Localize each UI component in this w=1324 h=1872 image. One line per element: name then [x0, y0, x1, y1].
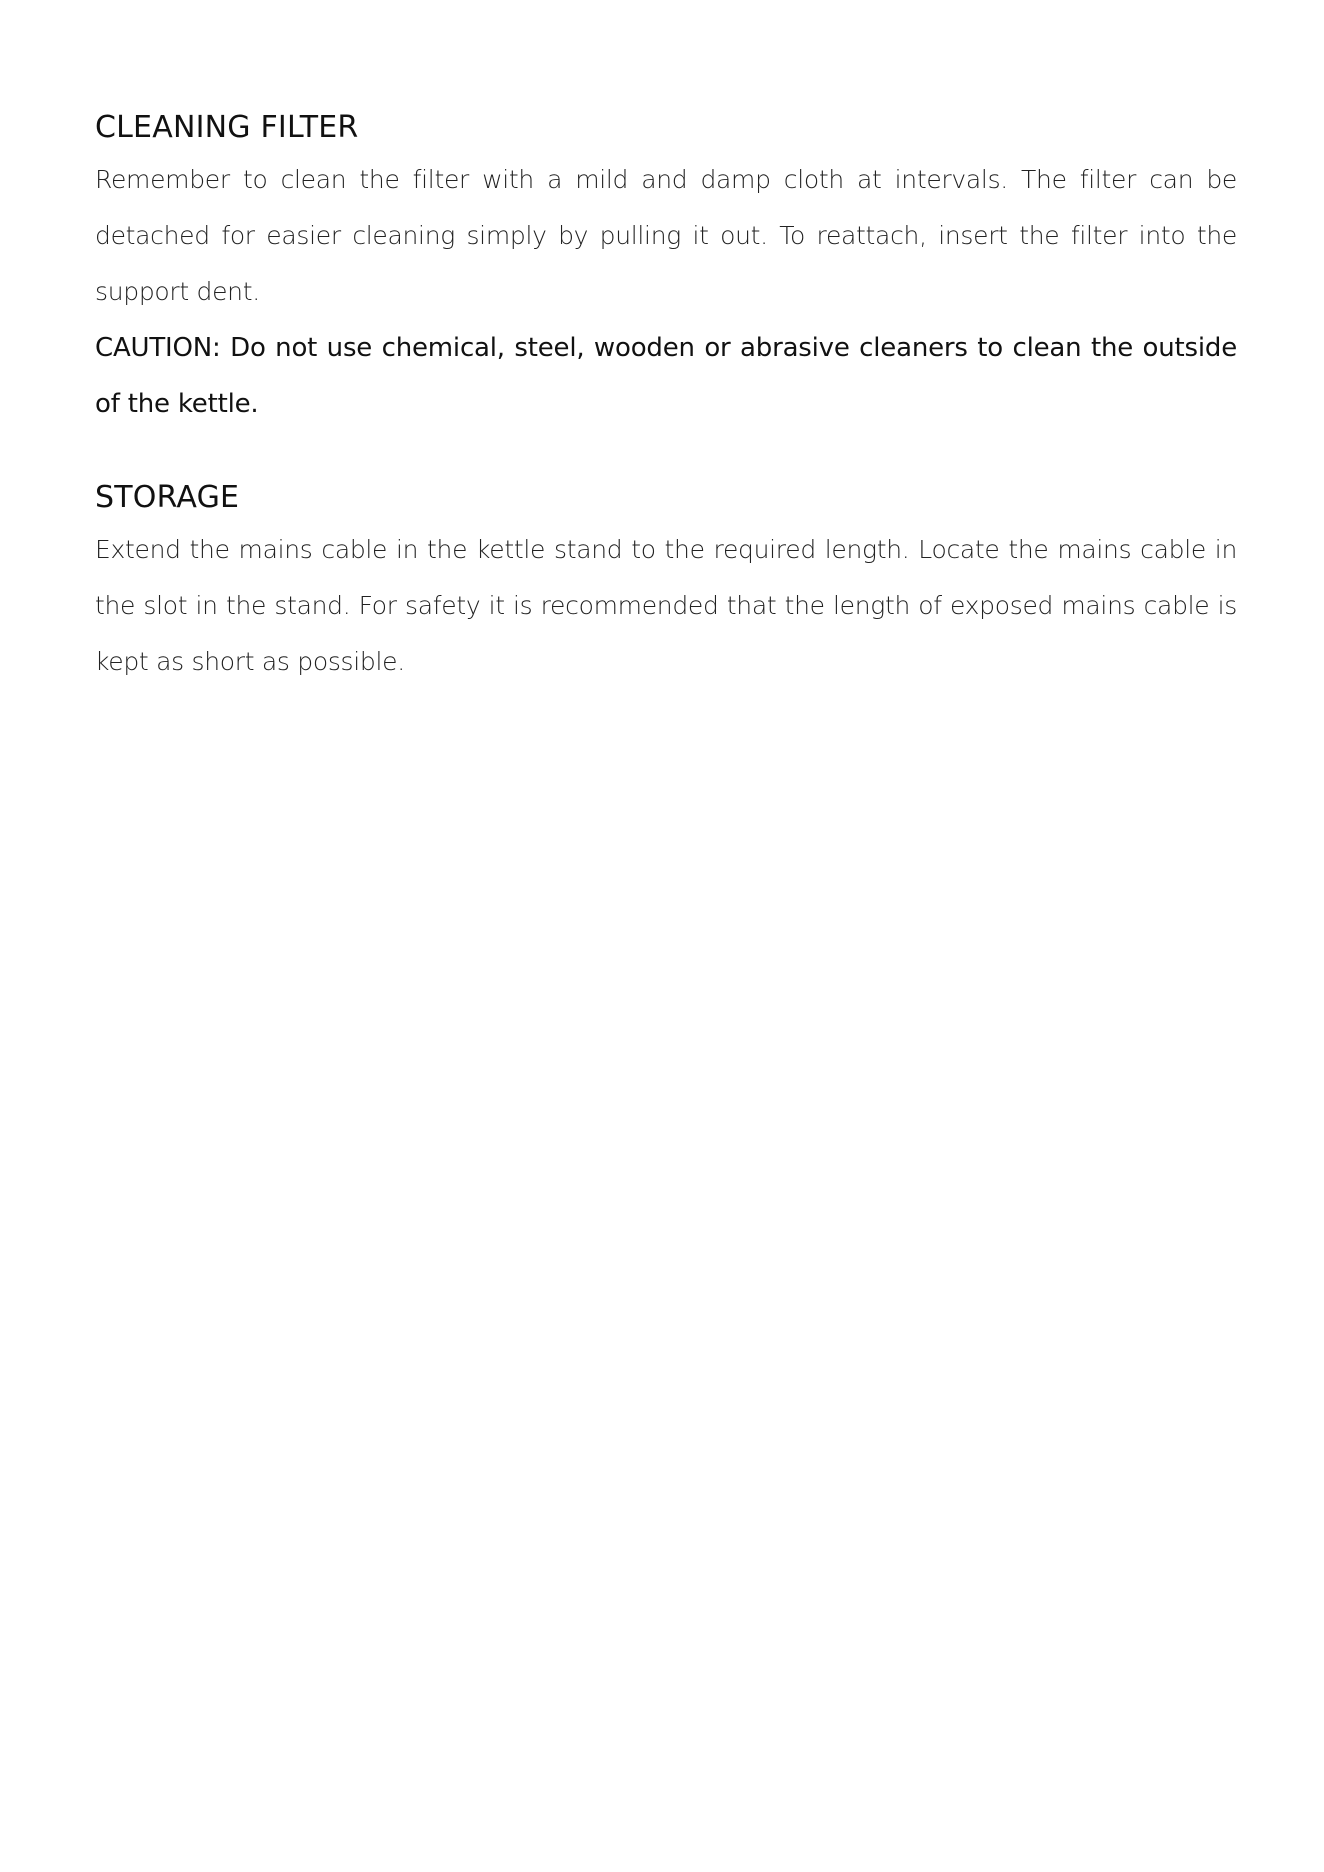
caution-paragraph: CAUTION: Do not use chemical, steel, wooden or abrasive cleaners to clean the outside of the kettle.: [95, 333, 1237, 419]
cleaning-filter-heading: CLEANING FILTER: [95, 110, 359, 145]
storage-paragraph: Extend the mains cable in the kettle stand to the required length. Locate the mains cable in the slot in the stand. For safety it is recommended that the length of exposed mains cable is kept as short as possible.: [95, 535, 1237, 676]
document-page: [95, 104, 1237, 690]
cleaning-filter-paragraph: Remember to clean the filter with a mild and damp cloth at intervals. The filter can be detached for easier cleaning simply by pulling it out. To reattach, insert the filter into the support dent.: [95, 165, 1237, 306]
storage-section: [95, 474, 1237, 690]
section-divider-space: [95, 432, 1237, 474]
storage-heading: STORAGE: [95, 480, 240, 515]
cleaning-filter-section: [95, 104, 1237, 432]
